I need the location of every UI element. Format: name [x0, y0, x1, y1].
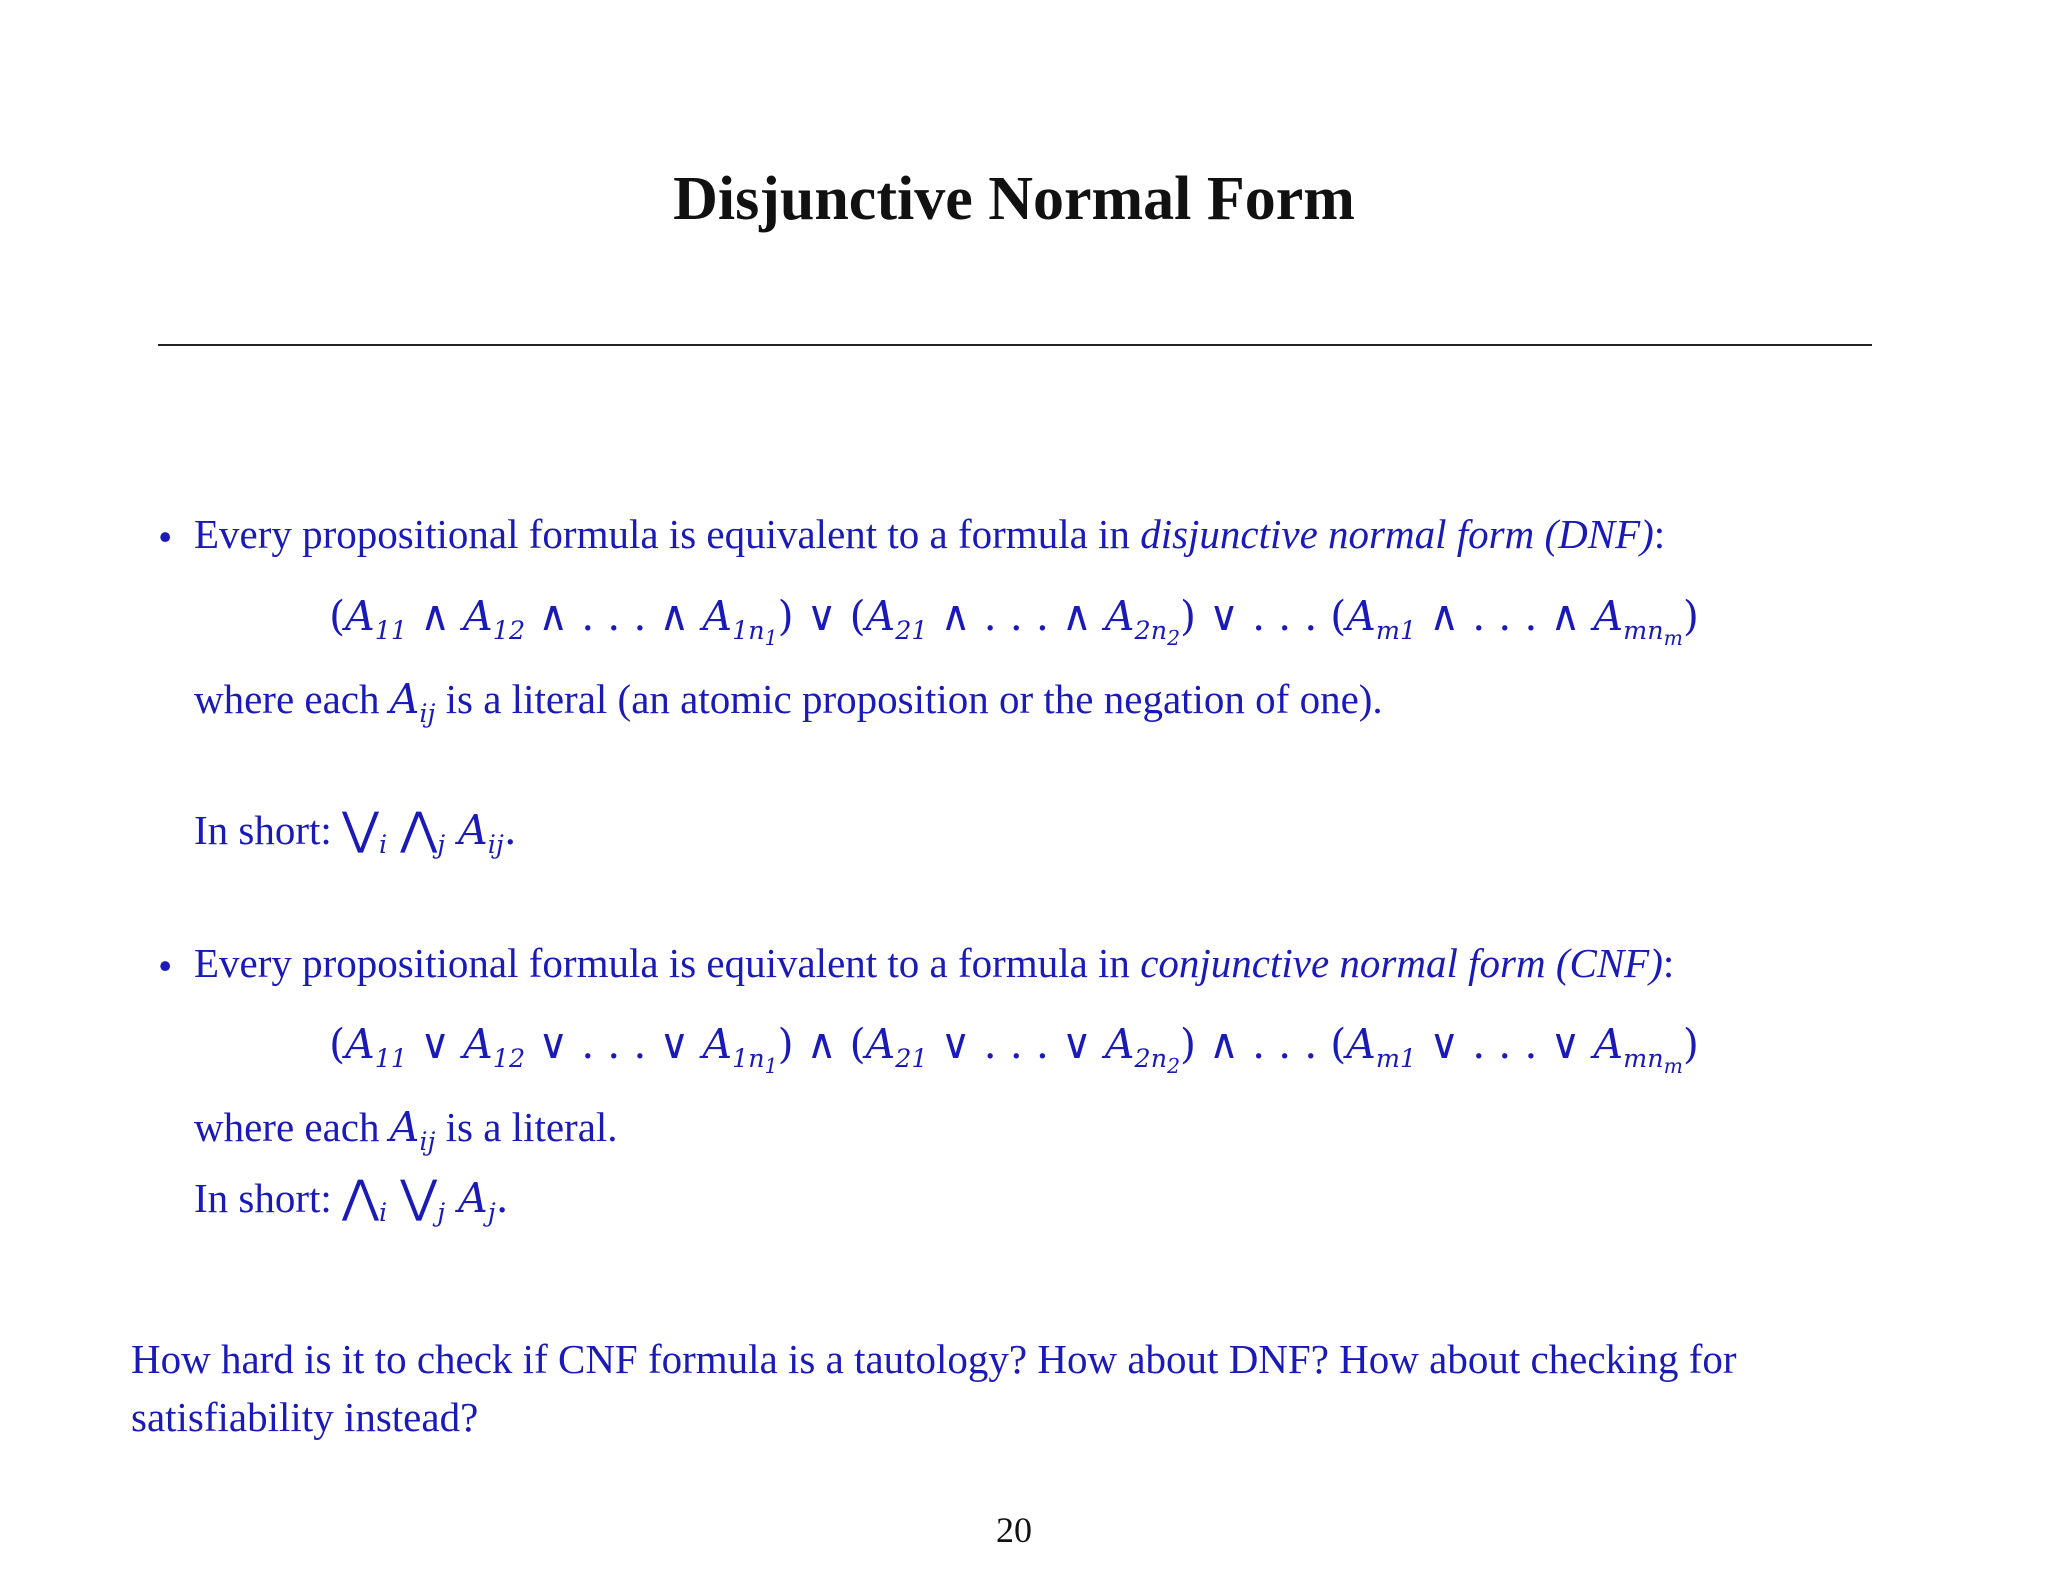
dnf-short [194, 802, 517, 860]
dnf-intro-text: Every propositional formula is equivalent to a formula in [194, 511, 1141, 557]
cnf-short [194, 1170, 509, 1228]
cnf-where-after: is a literal. [435, 1104, 618, 1150]
dnf-short-label: In short: [194, 807, 343, 853]
title-divider [158, 344, 1872, 346]
cnf-where-before: where each [194, 1104, 390, 1150]
cnf-intro [194, 940, 1675, 986]
dnf-term: disjunctive normal form (DNF) [1140, 511, 1654, 557]
cnf-short-formula: $⋀_i$ $⋁_j$ $A_j$. [342, 1170, 509, 1228]
cnf-bullet: • [158, 943, 173, 989]
cnf-intro-text: Every propositional formula is equivalent to a formula in [194, 940, 1141, 986]
closing-question: How hard is it to check if CNF formula is a tautology? How about DNF? How about checking for satisfiability instead? [131, 1336, 1737, 1440]
cnf-formula: ($A_{11}$ ∨ $A_{12}$ ∨ . . . ∨ $A_{1n_1}$) ∧ ($A_{21}$ ∨ . . . ∨ $A_{2n_2}$) ∧ . . . ($A_{m1}$ ∨ . . . ∨ $A_{mn_m}$) [329, 1020, 1699, 1079]
cnf-aij: $A_{ij}$ [389, 1103, 436, 1157]
dnf-where-before: where each [194, 676, 390, 722]
dnf-formula: ($A_{11}$ ∧ $A_{12}$ ∧ . . . ∧ $A_{1n_1}$) ∨ ($A_{21}$ ∧ . . . ∧ $A_{2n_2}$) ∨ . . . ($A_{m1}$ ∧ . . . ∧ $A_{mn_m}$) [329, 592, 1699, 651]
dnf-bullet: • [158, 514, 173, 560]
dnf-intro [194, 511, 1666, 557]
dnf-where [194, 675, 1383, 729]
dnf-where-after: is a literal (an atomic proposition or the negation of one). [435, 676, 1383, 722]
slide-title: Disjunctive Normal Form [673, 165, 1355, 233]
page-number: 20 [996, 1510, 1032, 1550]
dnf-aij: $A_{ij}$ [389, 675, 436, 729]
dnf-short-formula: $⋁_i$ $⋀_j$ $A_{ij}$. [342, 802, 517, 860]
cnf-short-label: In short: [194, 1175, 343, 1221]
cnf-term: conjunctive normal form (CNF) [1140, 940, 1663, 986]
dnf-intro-colon: : [1653, 511, 1666, 557]
cnf-where [194, 1103, 618, 1157]
cnf-intro-colon: : [1662, 940, 1675, 986]
